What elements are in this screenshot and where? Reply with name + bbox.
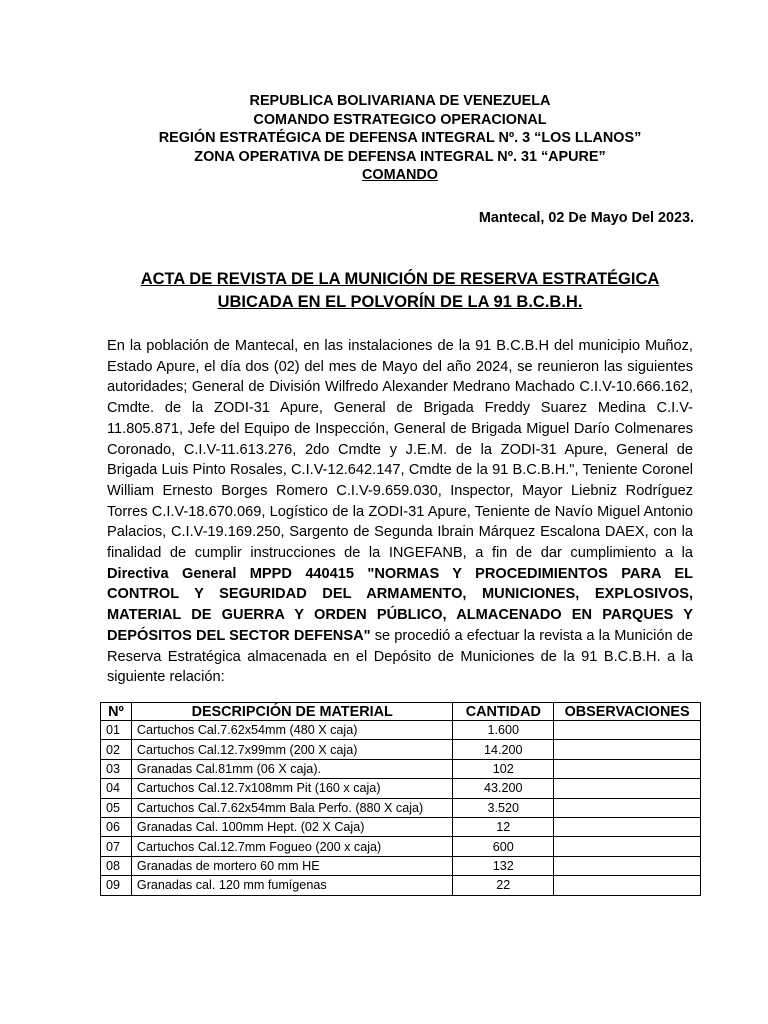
col-header-number: Nº (101, 703, 132, 721)
header-line-2: COMANDO ESTRATEGICO OPERACIONAL (253, 111, 547, 128)
row-quantity: 3.520 (453, 798, 554, 817)
row-description: Granadas Cal. 100mm Hept. (02 X Caja) (131, 817, 453, 836)
title-line-1: ACTA DE REVISTA DE LA MUNICIÓN DE RESERVA ESTRATÉGICA (140, 270, 660, 288)
row-observations (554, 837, 701, 856)
row-number: 04 (101, 779, 132, 798)
row-number: 05 (101, 798, 132, 817)
row-observations (554, 759, 701, 778)
row-quantity: 12 (453, 817, 554, 836)
row-observations (554, 740, 701, 759)
row-quantity: 1.600 (453, 721, 554, 740)
col-header-observations: OBSERVACIONES (554, 703, 701, 721)
col-header-description: DESCRIPCIÓN DE MATERIAL (131, 703, 453, 721)
row-observations (554, 721, 701, 740)
row-quantity: 132 (453, 856, 554, 875)
title-line-2: UBICADA EN EL POLVORÍN DE LA 91 B.C.B.H. (217, 293, 583, 311)
table-row (101, 798, 701, 817)
table-row (101, 837, 701, 856)
table-row (101, 817, 701, 836)
row-description: Granadas Cal.81mm (06 X caja). (131, 759, 453, 778)
row-description: Granadas de mortero 60 mm HE (131, 856, 453, 875)
row-number: 02 (101, 740, 132, 759)
row-observations (554, 779, 701, 798)
header-line-1: REPUBLICA BOLIVARIANA DE VENEZUELA (249, 93, 551, 109)
table-header-row (101, 703, 701, 721)
row-quantity: 600 (453, 837, 554, 856)
row-quantity: 14.200 (453, 740, 554, 759)
row-observations (554, 817, 701, 836)
row-number: 01 (101, 721, 132, 740)
row-number: 07 (101, 837, 132, 856)
header-line-5: COMANDO (362, 167, 438, 183)
header-line-4: ZONA OPERATIVA DE DEFENSA INTEGRAL Nº. 31 “APURE” (194, 148, 606, 165)
row-number: 03 (101, 759, 132, 778)
table-row (101, 876, 701, 895)
row-description: Cartuchos Cal.12.7x108mm Pit (160 x caja) (131, 779, 453, 798)
letterhead (0, 92, 768, 185)
table-row (101, 740, 701, 759)
table-row (101, 759, 701, 778)
row-observations (554, 876, 701, 895)
row-observations (554, 798, 701, 817)
row-quantity: 102 (453, 759, 554, 778)
row-description: Cartuchos Cal.7.62x54mm (480 X caja) (131, 721, 453, 740)
body-text-directive: Directiva General MPPD 440415 "NORMAS Y PROCEDIMIENTOS PARA EL CONTROL Y SEGURIDAD DEL ARMAMENTO, MUNICIONES, EXPLOSIVOS, MATERIAL DE GUERRA Y ORDEN PÚBLICO, ALMACENADO EN PARQUES Y DEPÓSITOS DEL SECTOR DEFENSA" (107, 565, 693, 644)
row-description: Granadas cal. 120 mm fumígenas (131, 876, 453, 895)
row-description: Cartuchos Cal.7.62x54mm Bala Perfo. (880 X caja) (131, 798, 453, 817)
body-text-part-2: se procedió a efectuar la revista a la Munición de Reserva Estratégica almacenada en el Depósito de Municiones de la 91 B.C.B.H. a la siguiente relación: (107, 627, 694, 686)
col-header-quantity: CANTIDAD (453, 703, 554, 721)
body-text-part-1: En la población de Mantecal, en las instalaciones de la 91 B.C.B.H del municipio Muñoz, Estado Apure, el día dos (02) del mes de Mayo del año 2024, se reunieron las siguientes autoridades; General de División Wilfredo Alexander Medrano Machado C.I.V-10.666.162, Cmdte. de la ZODI-31 Apure, General de Brigada Freddy Suarez Medina C.I.V-11.805.871, Jefe del Equipo de Inspección, General de Brigada Miguel Darío Colmenares Coronado, C.I.V-11.613.276, 2do Cmdte y J.E.M. de la ZODI-31 Apure, General de Brigada Luis Pinto Rosales, C.I.V-12.642.147, Cmdte de la 91 B.C.B.H.", Teniente Coronel William Ernesto Borges Romero C.I.V-9.659.030, Inspector, Mayor Liebniz Rodríguez Torres C.I.V-18.670.069, Logístico de la ZODI-31 Apure, Teniente de Navío Miguel Antonio Palacios, C.I.V-19.169.250, Sargento de Segunda Ibrain Márquez Escalona DAEX, con la finalidad de cumplir instrucciones de la INGEFANB, a fin de dar cumplimiento a la (107, 338, 693, 562)
table-row (101, 856, 701, 875)
header-line-3: REGIÓN ESTRATÉGICA DE DEFENSA INTEGRAL Nº. 3 “LOS LLANOS” (158, 130, 642, 146)
row-description: Cartuchos Cal.12.7x99mm (200 X caja) (131, 740, 453, 759)
row-number: 09 (101, 876, 132, 895)
row-quantity: 22 (453, 876, 554, 895)
document-date: Mantecal, 02 De Mayo Del 2023. (478, 210, 694, 226)
row-number: 08 (101, 856, 132, 875)
table-row (101, 779, 701, 798)
body-paragraph (107, 336, 693, 688)
row-description: Cartuchos Cal.12.7mm Fogueo (200 x caja) (131, 837, 453, 856)
table-row (101, 721, 701, 740)
row-number: 06 (101, 817, 132, 836)
material-table (100, 702, 701, 896)
row-quantity: 43.200 (453, 779, 554, 798)
row-observations (554, 856, 701, 875)
document-title (0, 268, 768, 314)
